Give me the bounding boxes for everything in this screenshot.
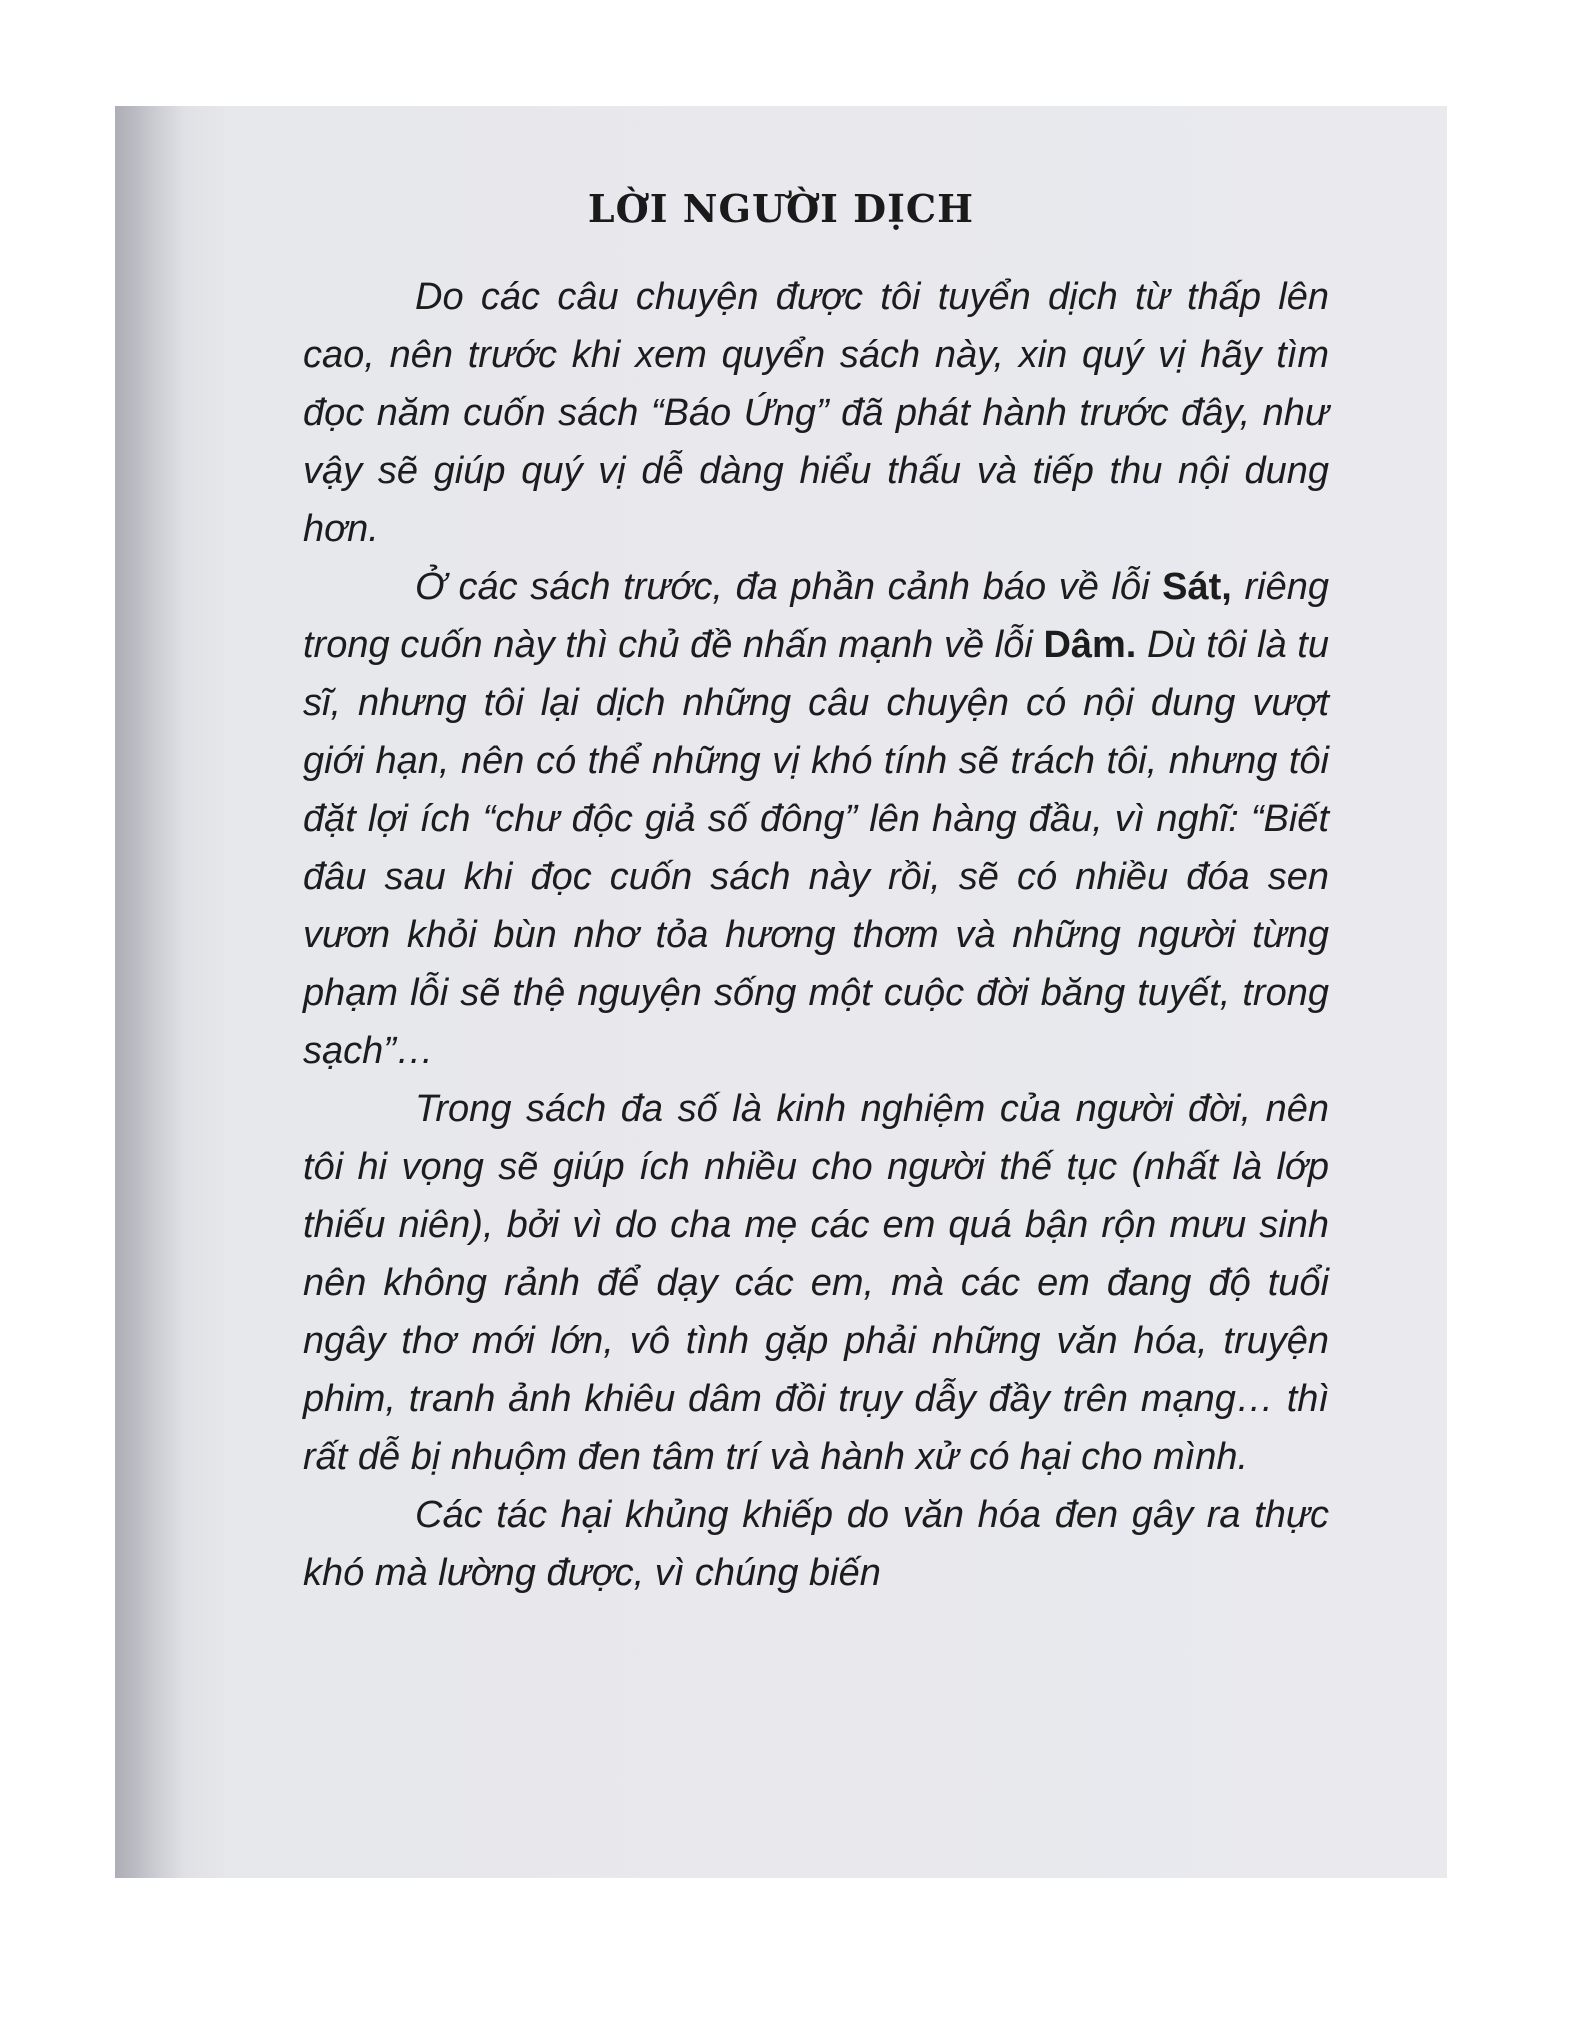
spine-shadow (115, 106, 185, 1878)
paragraph-2-part-2: riêng trong cuốn này thì chủ đề nhấn mạnh về lỗi (303, 566, 1329, 666)
body-text (303, 268, 1329, 1602)
term-dam: Dâm. (1043, 624, 1137, 666)
paragraph-2-part-3: Dù tôi là tu sĩ, nhưng tôi lại dịch những câu chuyện có nội dung vượt giới hạn, nên có thể những vị khó tính sẽ trách tôi, nhưng tôi đặt lợi ích “chư độc giả số đông” lên hàng đầu, vì nghĩ: “Biết đâu sau khi đọc cuốn sách này rồi, sẽ có nhiều đóa sen vươn khỏi bùn nhơ tỏa hương thơm và những người từng phạm lỗi sẽ thệ nguyện sống một cuộc đời băng tuyết, trong sạch”… (303, 624, 1329, 1072)
page-title: LỜI NGƯỜI DỊCH (587, 186, 975, 231)
paragraph-3: Trong sách đa số là kinh nghiệm của người đời, nên tôi hi vọng sẽ giúp ích nhiều cho người thế tục (nhất là lớp thiếu niên), bởi vì do cha mẹ các em quá bận rộn mưu sinh nên không rảnh để dạy các em, mà các em đang độ tuổi ngây thơ mới lớn, vô tình gặp phải những văn hóa, truyện phim, tranh ảnh khiêu dâm đồi trụy dẫy đầy trên mạng… thì rất dễ bị nhuộm đen tâm trí và hành xử có hại cho mình. (303, 1088, 1329, 1478)
paragraph-2 (303, 558, 1329, 1080)
paragraph-4: Các tác hại khủng khiếp do văn hóa đen gây ra thực khó mà lường được, vì chúng biến (303, 1494, 1329, 1594)
paragraph-2-part-1: Ở các sách trước, đa phần cảnh báo về lỗi (415, 566, 1163, 608)
paragraph-1: Do các câu chuyện được tôi tuyển dịch từ thấp lên cao, nên trước khi xem quyển sách này, xin quý vị hãy tìm đọc năm cuốn sách “Báo Ứng” đã phát hành trước đây, như vậy sẽ giúp quý vị dễ dàng hiểu thấu và tiếp thu nội dung hơn. (303, 276, 1329, 550)
term-sat: Sát, (1162, 566, 1232, 608)
book-page (115, 106, 1447, 1878)
